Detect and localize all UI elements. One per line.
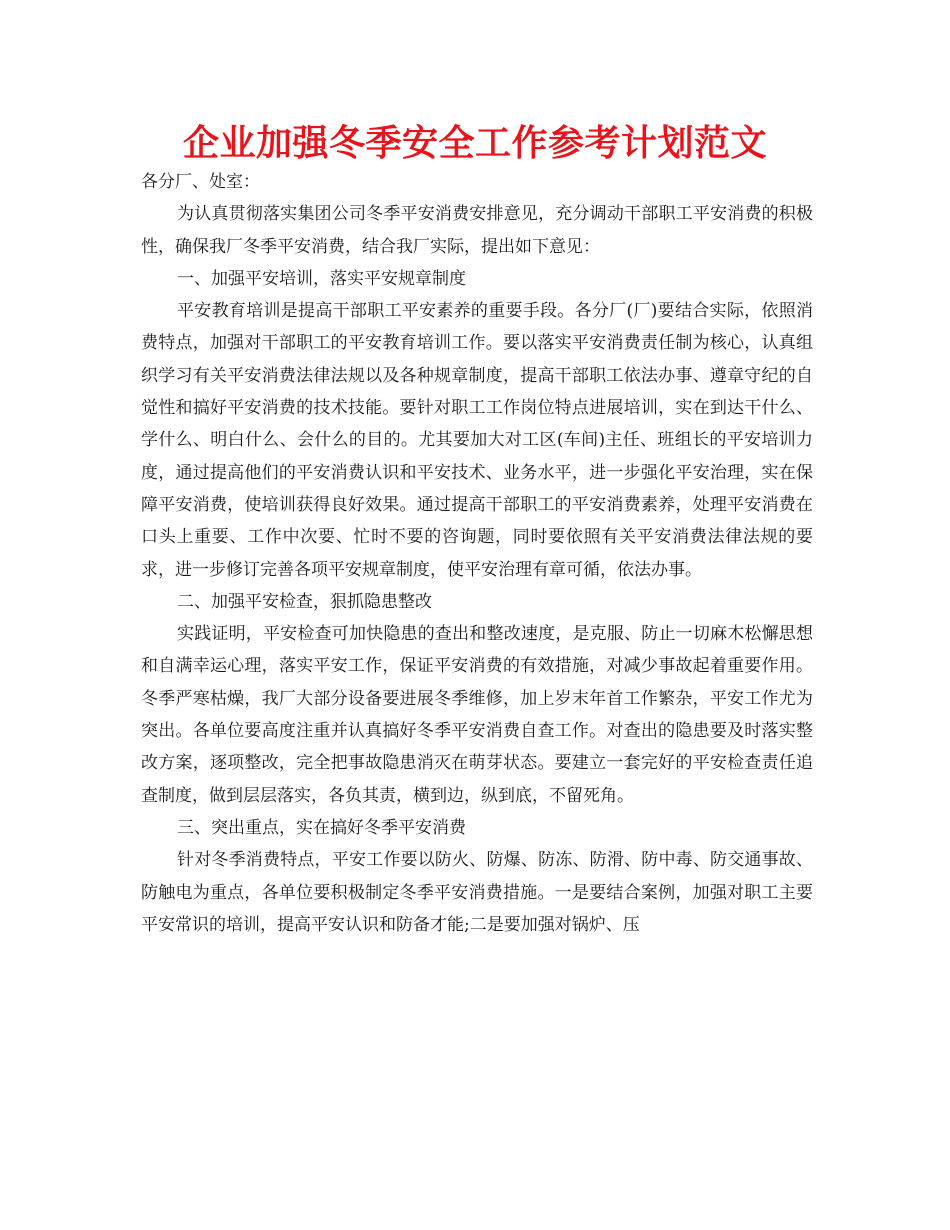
intro-paragraph: 为认真贯彻落实集团公司冬季平安消费安排意见，充分调动干部职工平安消费的积极性，确保我厂冬季平安消费，结合我厂实际，提出如下意见： [141,204,813,257]
section-3-heading: 三、突出重点，实在搞好冬季平安消费 [177,817,466,838]
section-3-paragraph: 针对冬季消费特点，平安工作要以防火、防爆、防冻、防滑、防中毒、防交通事故、防触电为重点，各单位要积极制定冬季平安消费措施。一是要结合案例，加强对职工主要平安常识的培训，提高平安认识和防备才能;二是要加强对锅炉、压 [141,850,813,935]
section-1-heading: 一、加强平安培训，落实平安规章制度 [177,268,466,289]
document-body [141,166,813,941]
salutation: 各分厂、处室： [141,172,260,192]
section-1-paragraph: 平安教育培训是提高干部职工平安素养的重要手段。各分厂(厂)要结合实际，依照消费特点，加强对干部职工的平安教育培训工作。要以落实平安消费责任制为核心，认真组织学习有关平安消费法律法规以及各种规章制度，提高干部职工依法办事、遵章守纪的自觉性和搞好平安消费的技术技能。要针对职工工作岗位特点进展培训，实在到达干什么、学什么、明白什么、会什么的目的。尤其要加大对工区(车间)主任、班组长的平安培训力度，通过提高他们的平安消费认识和平安技术、业务水平，进一步强化平安治理，实在保障平安消费，使培训获得良好效果。通过提高干部职工的平安消费素养，处理平安消费在口头上重要、工作中次要、忙时不要的咨询题，同时要依照有关平安消费法律法规的要求，进一步修订完善各项平安规章制度，使平安治理有章可循，依法办事。 [141,301,813,580]
section-2-heading: 二、加强平安检查，狠抓隐患整改 [177,591,432,612]
section-2-paragraph: 实践证明，平安检查可加快隐患的查出和整改速度，是克服、防止一切麻木松懈思想和自满幸运心理，落实平安工作，保证平安消费的有效措施，对减少事故起着重要作用。冬季严寒枯燥，我厂大部分设备要进展冬季维修，加上岁末年首工作繁杂，平安工作尤为突出。各单位要高度注重并认真搞好冬季平安消费自查工作。对查出的隐患要及时落实整改方案，逐项整改，完全把事故隐患消灭在萌芽状态。要建立一套完好的平安检查责任追查制度，做到层层落实，各负其责，横到边，纵到底，不留死角。 [141,624,813,806]
document-title: 企业加强冬季安全工作参考计划范文 [182,123,767,164]
